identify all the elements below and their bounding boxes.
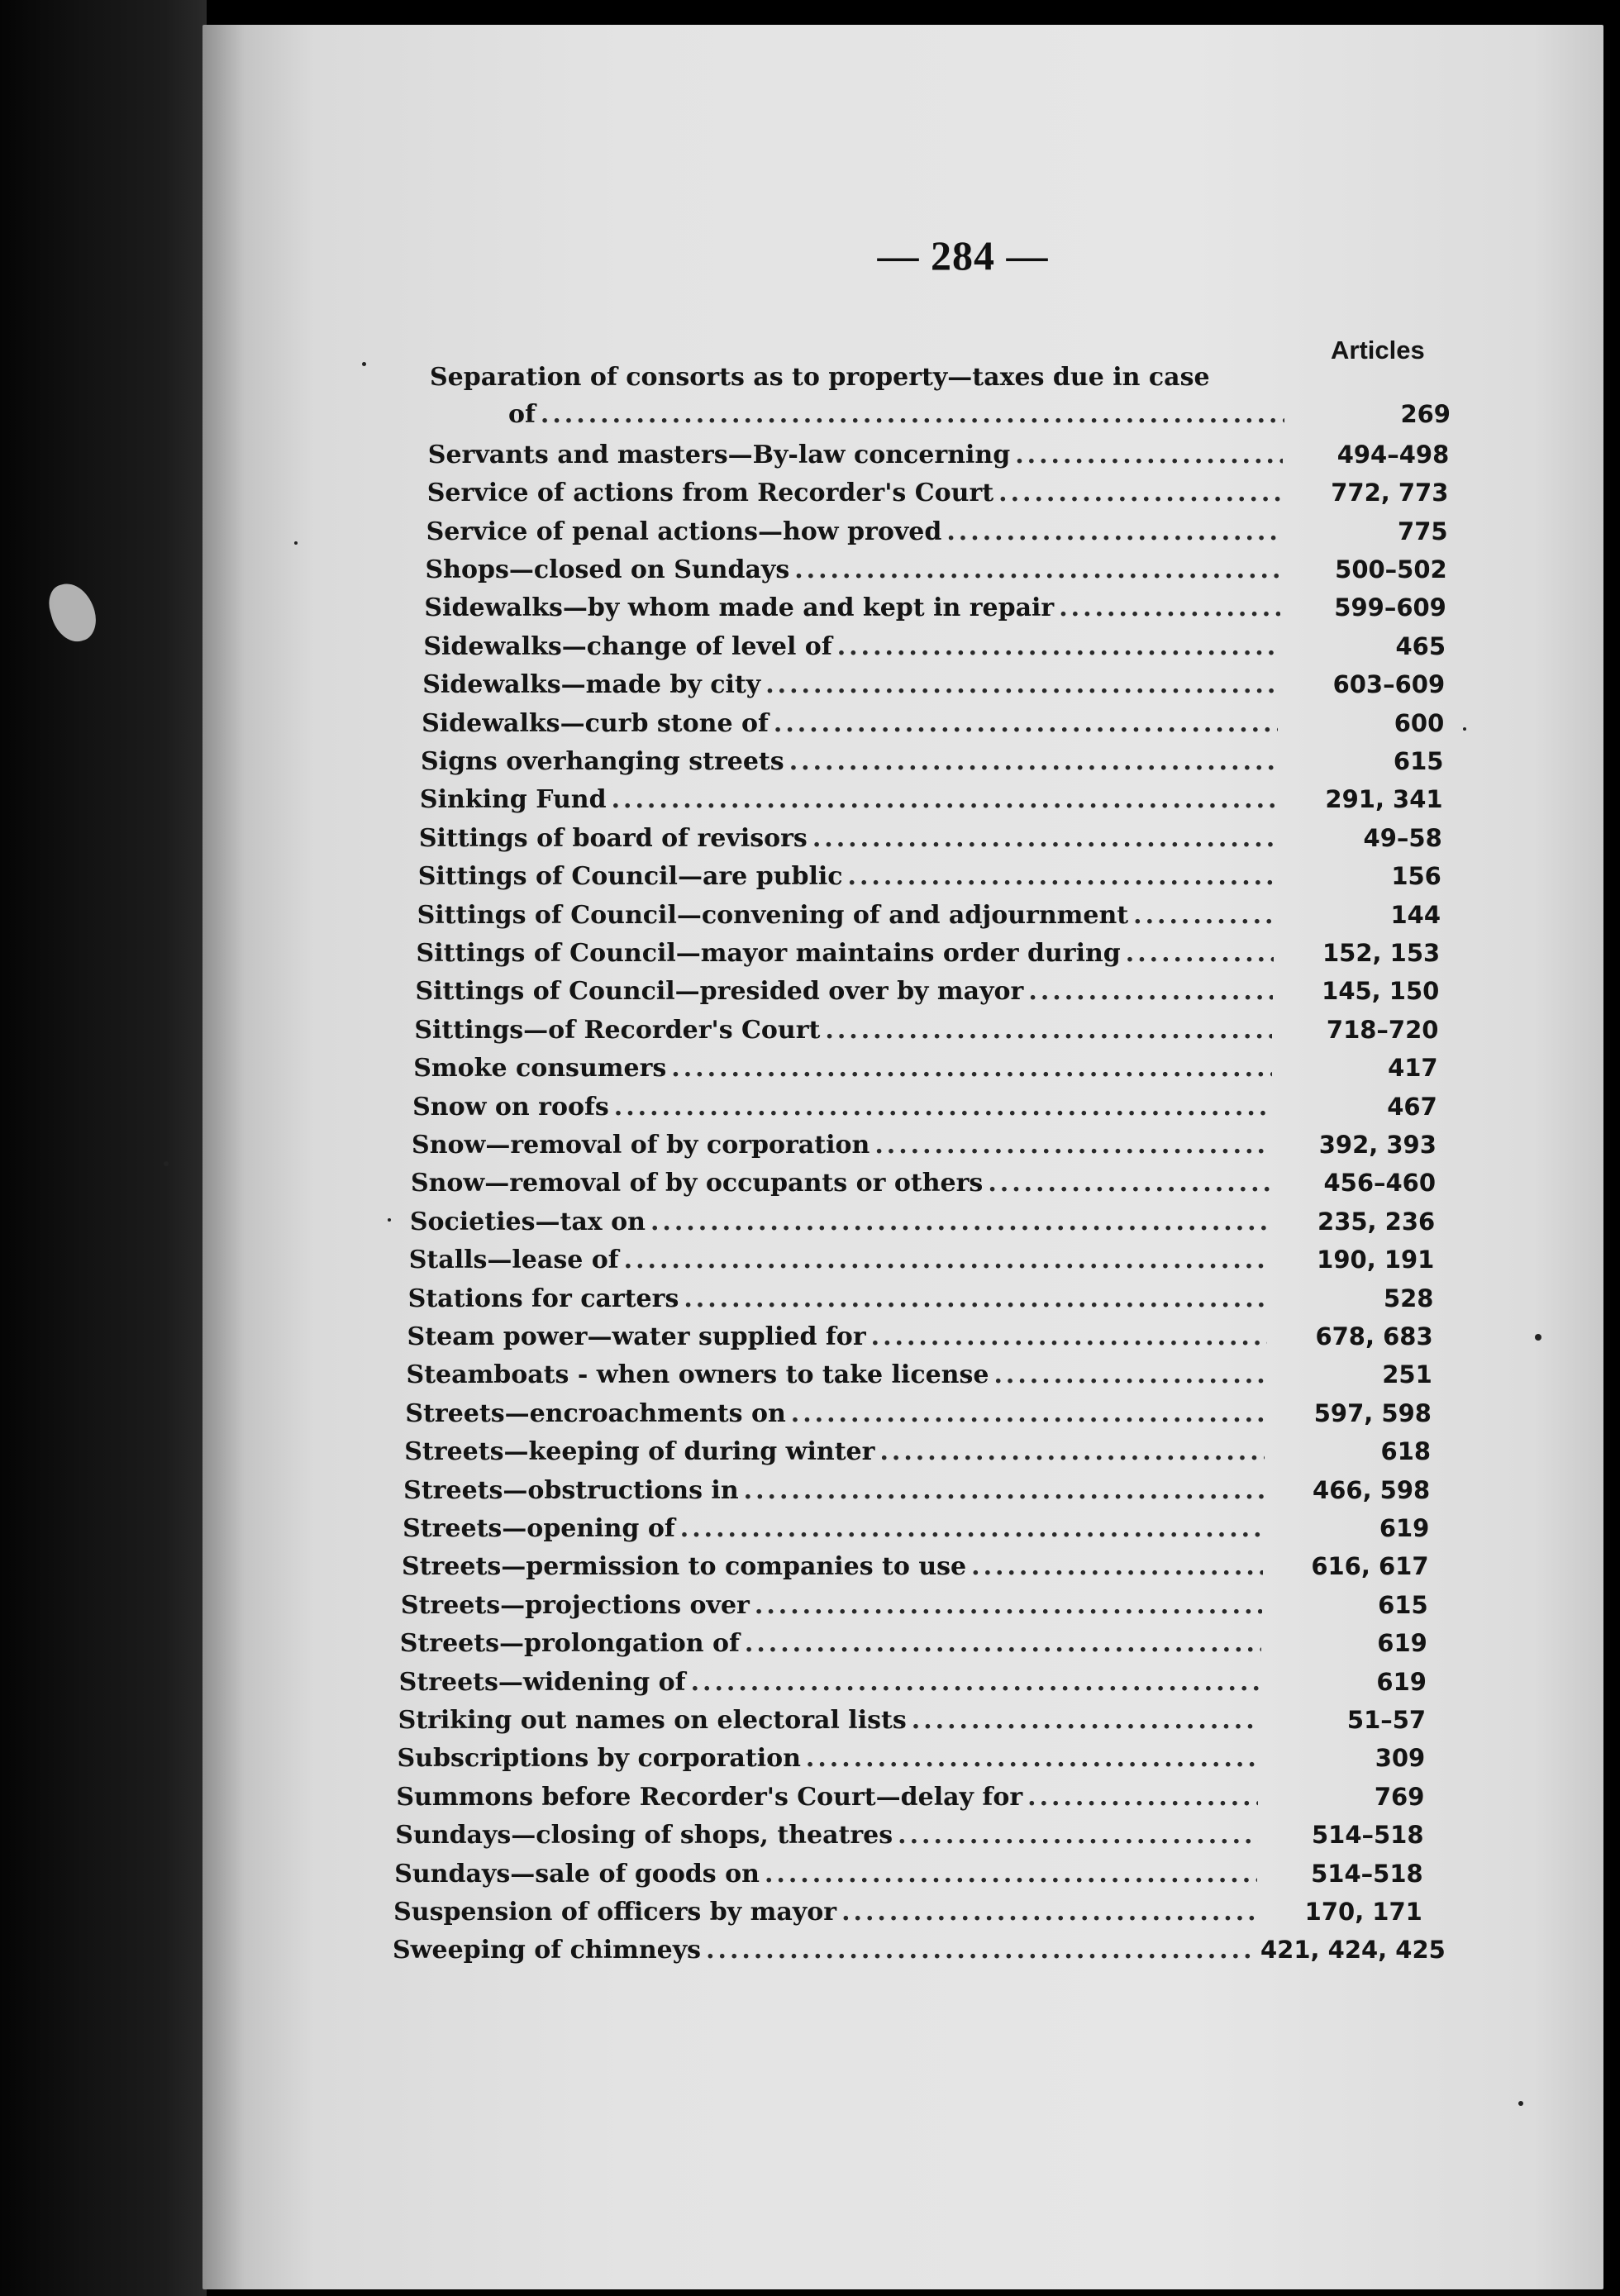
entry-label: Sittings of board of revisors	[418, 823, 808, 853]
entry-article-ref: 769	[1374, 1782, 1425, 1811]
entry-article-ref: 616, 617	[1311, 1552, 1429, 1581]
dot-leader	[806, 1741, 1259, 1777]
index-entry	[396, 1779, 1424, 1815]
dot-leader	[988, 1165, 1270, 1202]
dot-leader	[825, 1012, 1272, 1049]
entry-label: Service of penal actions—how proved	[426, 517, 942, 546]
entry-article-ref: 619	[1377, 1629, 1427, 1658]
entry-label: Sundays—closing of shops, theatres	[395, 1821, 893, 1851]
dot-leader	[706, 1932, 1256, 1969]
entry-label: Sittings of Council—presided over by mayor	[415, 977, 1024, 1007]
entry-article-ref: 775	[1398, 517, 1448, 545]
dot-leader	[755, 1588, 1262, 1624]
entry-label: Sinking Fund	[419, 785, 607, 815]
dot-leader	[612, 782, 1277, 818]
entry-label: Sittings of Council—are public	[417, 862, 843, 892]
entry-article-ref: 597, 598	[1313, 1398, 1432, 1427]
dot-leader	[946, 514, 1281, 550]
index-entry	[415, 973, 1439, 1009]
index-entry	[395, 1817, 1423, 1853]
dot-leader	[624, 1242, 1269, 1279]
index-entry	[408, 1280, 1434, 1317]
entry-article-ref: 514–518	[1311, 1821, 1424, 1850]
entry-article-ref: 170, 171	[1304, 1898, 1422, 1926]
entry-article-ref: 309	[1375, 1744, 1426, 1773]
entry-article-ref: 235, 236	[1317, 1207, 1436, 1236]
dot-leader	[1126, 936, 1274, 972]
entry-label: Summons before Recorder's Court—delay for	[396, 1782, 1023, 1812]
dot-leader	[837, 629, 1279, 665]
entry-article-ref: 494–498	[1336, 440, 1450, 469]
entry-label: Sweeping of chimneys	[393, 1936, 702, 1965]
dot-leader	[1059, 590, 1280, 626]
entry-article-ref: 417	[1388, 1054, 1438, 1083]
entry-article-ref: 466, 598	[1313, 1475, 1431, 1504]
entry-article-ref: 618	[1380, 1437, 1432, 1466]
dot-leader	[879, 1434, 1265, 1470]
entry-article-ref: 619	[1379, 1514, 1430, 1542]
entry-label: Steam power—water supplied for	[407, 1322, 866, 1351]
entry-article-ref: 467	[1387, 1092, 1437, 1121]
entry-label: Streets—projections over	[400, 1590, 750, 1620]
ink-speck	[1535, 1334, 1541, 1341]
entry-label: Sidewalks—by whom made and kept in repair	[424, 593, 1055, 623]
entry-article-ref: 156	[1391, 862, 1441, 891]
index-entry	[428, 436, 1449, 473]
entry-article-ref: 619	[1376, 1667, 1427, 1696]
entry-article-ref: 772, 773	[1331, 479, 1449, 507]
dot-leader	[1015, 437, 1283, 474]
dot-leader	[912, 1703, 1260, 1739]
entry-label: Streets—keeping of during winter	[404, 1437, 875, 1467]
index-entry	[419, 820, 1442, 856]
dot-leader	[1028, 974, 1273, 1010]
index-entry	[393, 1893, 1422, 1930]
index-entry	[397, 1740, 1425, 1776]
entry-label: Subscriptions by corporation	[397, 1744, 801, 1774]
entry-article-ref: 291, 341	[1325, 785, 1443, 814]
index-entry	[393, 1932, 1446, 1968]
dot-leader	[744, 1473, 1265, 1509]
entry-article-ref: 528	[1383, 1284, 1434, 1312]
dot-leader	[794, 552, 1281, 588]
entry-label: Streets—prolongation of	[399, 1629, 740, 1659]
page-number: — 284 —	[877, 232, 1049, 279]
entry-article-ref: 392, 393	[1318, 1131, 1437, 1159]
index-entry	[401, 1587, 1428, 1623]
entry-label: Sittings—of Recorder's Court	[414, 1015, 821, 1045]
dot-leader	[745, 1626, 1261, 1662]
index-entry	[403, 1472, 1430, 1508]
entry-article-ref: 269	[1400, 400, 1451, 428]
ink-speck	[164, 1161, 169, 1166]
entry-label: Streets—opening of	[403, 1514, 675, 1543]
entry-article-ref: 600	[1394, 708, 1445, 737]
entry-label: Streets—obstructions in	[403, 1475, 739, 1505]
index-entry	[420, 781, 1443, 817]
dot-leader	[650, 1204, 1269, 1241]
dot-leader	[848, 859, 1275, 895]
entry-article-ref: 678, 683	[1315, 1322, 1433, 1350]
dot-leader	[680, 1511, 1264, 1547]
index-entry	[424, 589, 1446, 626]
dot-leader	[812, 821, 1276, 857]
index-entry	[430, 360, 1451, 436]
dot-leader	[614, 1089, 1271, 1126]
entry-article-ref: 145, 150	[1322, 977, 1440, 1006]
dot-leader	[841, 1894, 1256, 1931]
ink-speck	[1518, 2101, 1523, 2106]
index-entry	[417, 897, 1441, 933]
entry-label: Stations for carters	[407, 1284, 679, 1313]
entry-label: Servants and masters—By-law concerning	[427, 440, 1011, 469]
entry-article-ref: 190, 191	[1317, 1246, 1435, 1274]
index-entry	[409, 1241, 1435, 1278]
index-entry	[398, 1702, 1427, 1738]
entry-label: Shops—closed on Sundays	[425, 555, 790, 584]
dot-leader	[765, 667, 1279, 703]
dot-leader	[791, 1396, 1265, 1432]
entry-label: Snow—removal of by corporation	[412, 1131, 870, 1160]
entry-label: Streets—widening of	[398, 1667, 686, 1697]
entry-article-ref: 615	[1393, 747, 1444, 775]
dot-leader	[765, 1856, 1257, 1893]
entry-label: Sidewalks—curb stone of	[422, 708, 769, 738]
index-entry	[394, 1855, 1423, 1892]
index-entry	[418, 858, 1441, 894]
dot-leader	[993, 1357, 1265, 1393]
entry-article-ref: 718–720	[1326, 1015, 1439, 1044]
entry-label: Striking out names on electoral lists	[398, 1706, 907, 1735]
index-entry	[407, 1318, 1433, 1355]
index-entry	[417, 935, 1441, 971]
index-entry	[412, 1127, 1437, 1163]
entry-label: Suspension of officers by mayor	[393, 1898, 837, 1927]
entry-label: Signs overhanging streets	[421, 747, 784, 776]
entry-article-ref: 514–518	[1311, 1859, 1423, 1888]
entry-article-ref: 51–57	[1346, 1706, 1427, 1734]
index-entry	[422, 705, 1444, 741]
entry-label: Smoke consumers	[413, 1054, 667, 1084]
entry-label: Streets—permission to companies to use	[401, 1552, 967, 1582]
index-entry	[404, 1433, 1431, 1470]
ink-speck	[1463, 727, 1466, 731]
index-entry	[406, 1356, 1432, 1393]
entry-label-continued: of	[508, 400, 536, 429]
entry-label: Sundays—sale of goods on	[394, 1859, 760, 1889]
index-entry	[412, 1088, 1437, 1125]
entry-label: Stalls—lease of	[408, 1246, 619, 1275]
entry-article-ref: 603–609	[1332, 670, 1446, 699]
index-entry	[410, 1203, 1435, 1240]
index-entry	[399, 1664, 1427, 1700]
entry-label: Snow—removal of by occupants or others	[410, 1169, 984, 1198]
entry-label: Sittings of Council—mayor maintains order during	[416, 939, 1121, 968]
articles-column-header: Articles	[1331, 336, 1425, 364]
entry-label: Service of actions from Recorder's Court	[426, 479, 994, 508]
entry-article-ref: 421, 424, 425	[1260, 1936, 1446, 1965]
index-entry	[427, 474, 1449, 511]
index-entry	[426, 513, 1448, 550]
dot-leader	[971, 1549, 1262, 1585]
index-entry	[423, 628, 1446, 665]
entry-label: Sidewalks—made by city	[422, 670, 761, 700]
index-entry	[413, 1050, 1437, 1086]
dot-leader	[1027, 1779, 1258, 1816]
dot-leader	[684, 1281, 1267, 1317]
index-entry	[421, 743, 1443, 779]
entry-label: Sidewalks—change of level of	[423, 631, 832, 661]
index-entry	[422, 666, 1445, 703]
book-spine-shadow	[0, 0, 207, 2296]
index-entry	[403, 1510, 1429, 1546]
dot-leader	[774, 706, 1278, 742]
entry-article-ref: 456–460	[1323, 1169, 1437, 1198]
index-entry	[411, 1165, 1436, 1201]
ink-speck	[362, 362, 366, 366]
ink-speck	[388, 1218, 391, 1222]
entry-label: Societies—tax on	[409, 1207, 646, 1236]
ink-speck	[294, 541, 298, 545]
entry-label: Streets—encroachments on	[405, 1398, 786, 1428]
index-entry	[402, 1548, 1429, 1584]
entry-article-ref: 49–58	[1363, 823, 1442, 852]
index-entry	[400, 1625, 1427, 1661]
index-entry	[426, 551, 1447, 588]
entry-label: Steamboats - when owners to take license	[406, 1360, 989, 1390]
entry-article-ref: 599–609	[1334, 593, 1446, 622]
entry-article-ref: 144	[1390, 900, 1441, 929]
dot-leader	[898, 1817, 1257, 1854]
dot-leader	[998, 475, 1282, 512]
entry-label: Separation of consorts as to property—taxes due in case	[430, 363, 1210, 392]
entry-label: Snow on roofs	[412, 1092, 609, 1122]
entry-article-ref: 615	[1378, 1590, 1428, 1619]
dot-leader	[541, 397, 1284, 433]
entry-article-ref: 152, 153	[1322, 939, 1441, 967]
dot-leader	[691, 1665, 1260, 1701]
dot-leader	[871, 1319, 1267, 1355]
entry-article-ref: 500–502	[1335, 555, 1447, 584]
index-entry	[405, 1395, 1432, 1431]
dot-leader	[874, 1127, 1270, 1164]
dot-leader	[671, 1050, 1271, 1087]
index-entry	[414, 1012, 1438, 1048]
dot-leader	[1133, 898, 1275, 934]
entry-label: Sittings of Council—convening of and adjournment	[417, 900, 1129, 930]
entry-article-ref: 465	[1395, 631, 1446, 660]
dot-leader	[789, 744, 1278, 780]
entry-article-ref: 251	[1382, 1360, 1432, 1389]
